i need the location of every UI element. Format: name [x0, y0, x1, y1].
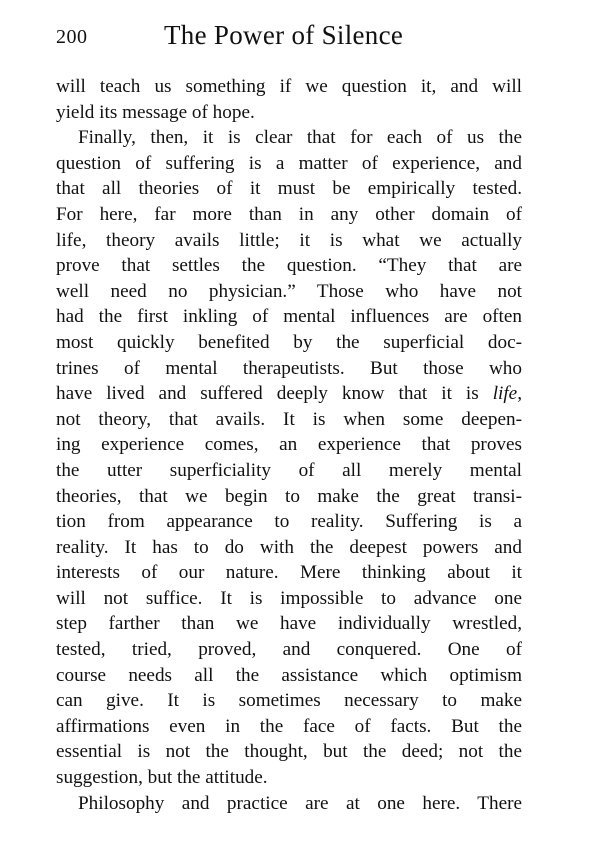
text-line: will not suffice. It is impossible to advance one: [56, 587, 522, 609]
body-text: [56, 74, 522, 816]
text-line: life, theory avails little; it is what we actually: [56, 229, 522, 251]
text-line: step farther than we have individually wrestled,: [56, 613, 522, 635]
text-line: had the first inkling of mental influences are often: [56, 306, 522, 328]
running-head: [56, 18, 522, 58]
text-line: tested, tried, proved, and conquered. One of: [56, 639, 522, 661]
text-line-with-italic: [56, 381, 522, 407]
text-line: yield its message of hope.: [56, 101, 255, 123]
text-line: essential is not the thought, but the deed; not the: [56, 741, 522, 763]
text-line: affirmations even in the face of facts. But the: [56, 715, 522, 737]
italic-word: life,: [492, 383, 522, 405]
page-number: 200: [56, 26, 88, 48]
text-line: interests of our nature. Mere thinking about it: [56, 562, 522, 584]
paragraph-start-line: Philosophy and practice are at one here. There: [78, 792, 522, 814]
text-line: ing experience comes, an experience that proves: [56, 434, 522, 456]
text-line: reality. It has to do with the deepest powers and: [56, 536, 522, 558]
text-line: well need no physician.” Those who have not: [56, 280, 522, 302]
text-line: not theory, that avails. It is when some deepen-: [56, 408, 522, 430]
book-page: [56, 18, 522, 816]
paragraph-start-line: Finally, then, it is clear that for each of us the: [78, 127, 522, 149]
book-title: The Power of Silence: [164, 20, 404, 50]
text-line: question of suffering is a matter of experience, and: [56, 152, 522, 174]
text-line: the utter superficiality of all merely mental: [56, 459, 522, 481]
text-segment: have lived and suffered deeply know that it is: [56, 383, 493, 405]
text-line: prove that settles the question. “They that are: [56, 255, 522, 277]
text-line: suggestion, but the attitude.: [56, 767, 268, 789]
text-line: will teach us something if we question it, and will: [56, 76, 522, 97]
text-line: tion from appearance to reality. Suffering is a: [56, 511, 522, 533]
text-line: course needs all the assistance which optimism: [56, 664, 522, 686]
text-line: most quickly benefited by the superficial doc-: [56, 331, 522, 353]
text-line: that all theories of it must be empirically tested.: [56, 178, 522, 200]
text-line: For here, far more than in any other domain of: [56, 203, 522, 225]
text-line: trines of mental therapeutists. But those who: [56, 357, 522, 379]
text-line: can give. It is sometimes necessary to make: [56, 690, 522, 712]
text-line: theories, that we begin to make the great transi-: [56, 485, 522, 507]
